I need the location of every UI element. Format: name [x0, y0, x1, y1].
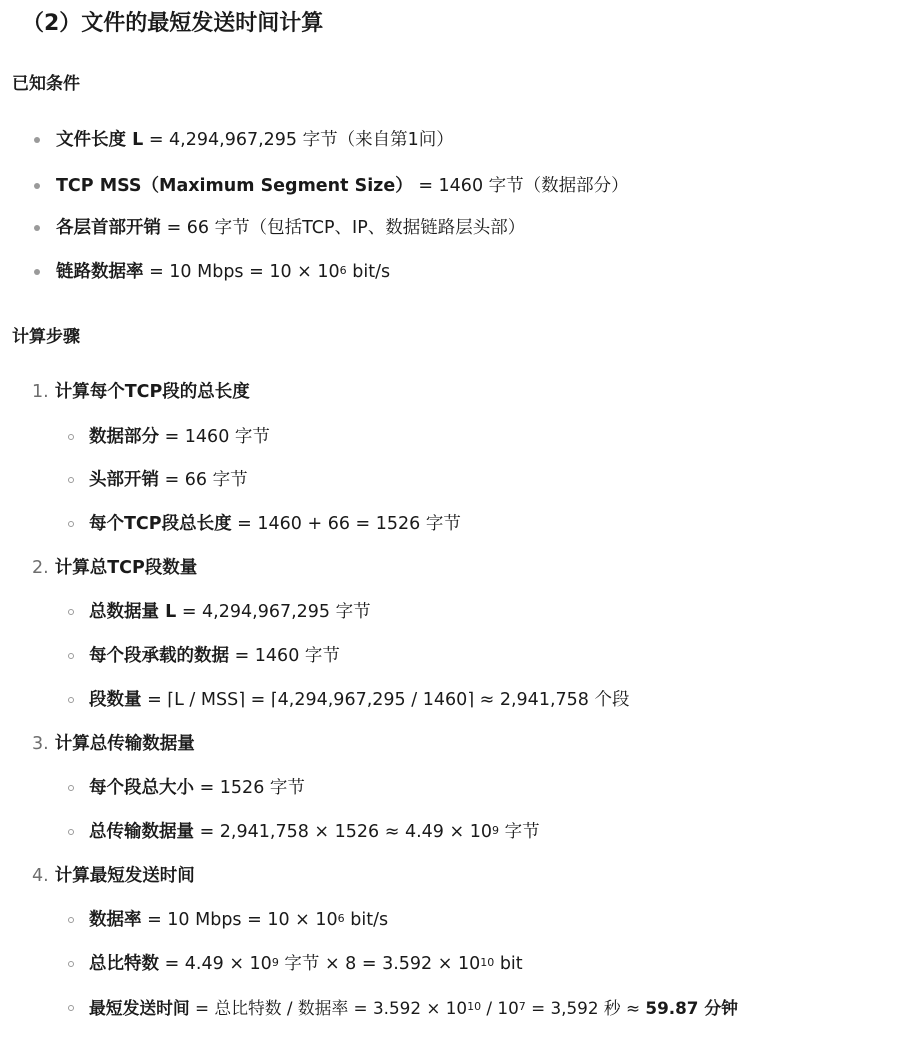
bullet-icon — [34, 183, 40, 189]
item-label: 文件长度 L — [56, 130, 144, 150]
item-text: = 1460 字节 — [229, 646, 340, 666]
given-item-header-overhead — [34, 214, 525, 242]
section-title: （2）文件的最短发送时间计算 — [22, 11, 324, 36]
given-item-mss — [34, 172, 629, 200]
given-item-file-length — [34, 126, 454, 154]
step-title-text: 计算总TCP段数量 — [54, 558, 198, 578]
item-text: = 10 Mbps = 10 × 10 — [143, 262, 340, 282]
item-text: = 10 Mbps = 10 × 10 — [141, 910, 338, 930]
item-label: 段数量 — [89, 690, 142, 710]
bullet-icon — [68, 521, 74, 527]
step-number: 1. — [32, 382, 49, 402]
step-item — [68, 423, 270, 451]
bullet-icon — [68, 1005, 74, 1011]
step-title — [32, 378, 250, 406]
item-label: 总比特数 — [89, 954, 159, 974]
bullet-icon — [68, 785, 74, 791]
item-label: TCP MSS（Maximum Segment Size） — [56, 176, 413, 196]
bullet-icon — [34, 225, 40, 231]
item-text: = 1460 字节（数据部分） — [412, 176, 629, 196]
item-label: 数据部分 — [89, 427, 159, 447]
item-label: 最短发送时间 — [89, 998, 190, 1018]
step-item — [68, 642, 340, 670]
step-item — [68, 774, 305, 802]
item-text: = 2,941,758 × 1526 ≈ 4.49 × 10 — [194, 822, 492, 842]
steps-heading: 计算步骤 — [12, 327, 80, 347]
step-title-text: 计算每个TCP段的总长度 — [54, 382, 250, 402]
given-heading: 已知条件 — [12, 74, 80, 94]
step-item — [68, 686, 629, 714]
item-text: = 4,294,967,295 字节 — [176, 602, 371, 622]
result-value: 59.87 分钟 — [645, 998, 738, 1018]
step-item: 总传输数据量 = 2,941,758 × 1526 ≈ 4.49 × 10 $^9$ 字节 — [68, 818, 540, 846]
item-label: 每个段总大小 — [89, 778, 194, 798]
step-title-text: 计算总传输数据量 — [54, 734, 195, 754]
item-text: / 10 — [481, 998, 519, 1018]
item-label: 总数据量 L — [89, 602, 177, 622]
step-item: 总比特数 = 4.49 × 10 $^9$ 字节 × 8 = 3.592 × 10 $^{10}$ bit — [68, 950, 523, 978]
item-label: 各层首部开销 — [56, 218, 161, 238]
item-text: bit/s — [346, 262, 391, 282]
given-item-link-rate: 链路数据率 = 10 Mbps = 10 × 10 $^6$ bit/s — [34, 258, 390, 286]
item-text: = 1460 + 66 = 1526 字节 — [231, 514, 461, 534]
item-label: 每个段承载的数据 — [89, 646, 229, 666]
bullet-icon — [68, 829, 74, 835]
step-item — [68, 510, 461, 538]
item-text: = 4.49 × 10 — [159, 954, 272, 974]
bullet-icon — [68, 697, 74, 703]
step-number: 3. — [32, 734, 49, 754]
step-title — [32, 730, 195, 758]
bullet-icon — [68, 434, 74, 440]
step-item: 最短发送时间 = 总比特数 / 数据率 = 3.592 × 10 $^{10}$ / 10 $^7$ = 3,592 秒 ≈ 59.87 分钟 — [68, 994, 738, 1022]
item-text: = 4,294,967,295 字节（来自第1问） — [143, 130, 454, 150]
item-text: bit/s — [344, 910, 389, 930]
bullet-icon — [34, 269, 40, 275]
item-text: = 1526 字节 — [194, 778, 305, 798]
item-text: 字节 × 8 = 3.592 × 10 — [278, 954, 481, 974]
step-item — [68, 466, 248, 494]
item-text: bit — [494, 954, 523, 974]
item-label: 数据率 — [89, 910, 142, 930]
item-label: 总传输数据量 — [89, 822, 194, 842]
item-text: = ⌈L / MSS⌉ = ⌈4,294,967,295 / 1460⌉ ≈ 2,941,758 个段 — [141, 690, 630, 710]
item-label: 链路数据率 — [56, 262, 144, 282]
step-title — [32, 554, 197, 582]
item-text: = 总比特数 / 数据率 = 3.592 × 10 — [189, 998, 468, 1018]
bullet-icon — [68, 609, 74, 615]
item-text: = 66 字节（包括TCP、IP、数据链路层头部） — [161, 218, 526, 238]
step-number: 2. — [32, 558, 49, 578]
item-label: 头部开销 — [89, 470, 159, 490]
step-item: 数据率 = 10 Mbps = 10 × 10 $^6$ bit/s — [68, 906, 388, 934]
bullet-icon — [34, 137, 40, 143]
item-text: = 66 字节 — [159, 470, 248, 490]
step-title-text: 计算最短发送时间 — [54, 866, 195, 886]
item-text: = 3,592 秒 ≈ — [525, 998, 646, 1018]
item-text: 字节 — [499, 822, 540, 842]
bullet-icon — [68, 477, 74, 483]
step-title — [32, 862, 195, 890]
item-label: 每个TCP段总长度 — [89, 514, 232, 534]
bullet-icon — [68, 653, 74, 659]
step-number: 4. — [32, 866, 49, 886]
step-item — [68, 598, 371, 626]
bullet-icon — [68, 917, 74, 923]
item-text: = 1460 字节 — [159, 427, 270, 447]
bullet-icon — [68, 961, 74, 967]
